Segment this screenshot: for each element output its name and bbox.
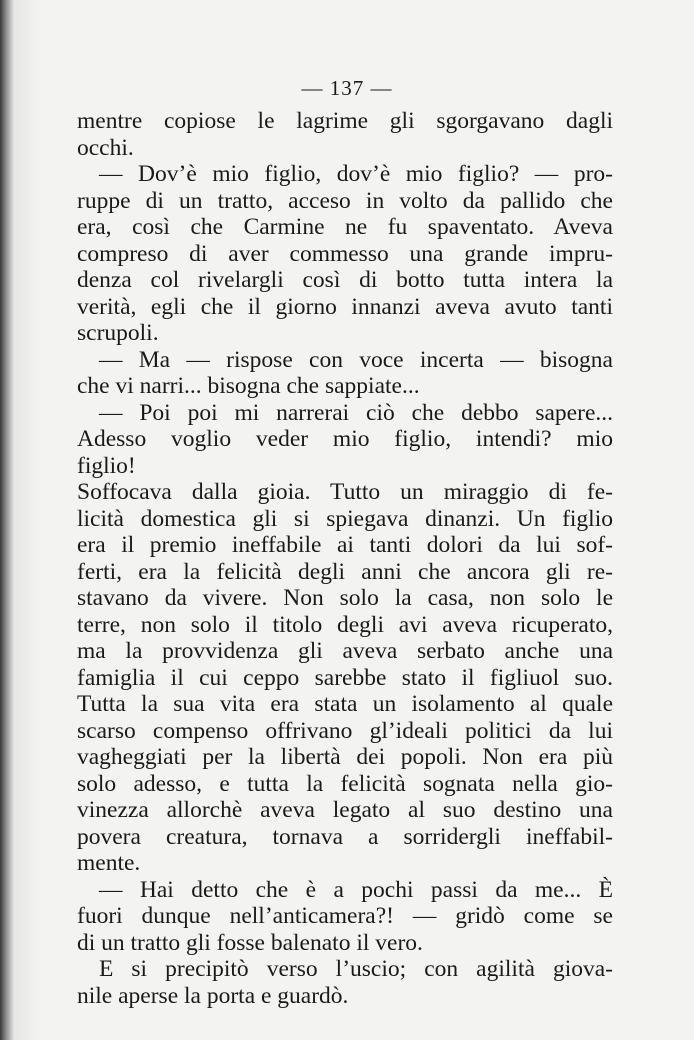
text-line: nile aperse la porta e guardò. [77, 982, 349, 1009]
text-line: solo adesso, e tutta la felicità sognata nella gio- [77, 770, 613, 797]
page-number: — 137 — [301, 76, 393, 100]
text-line: fuori dunque nell’anticamera?! — gridò come se [77, 903, 613, 929]
text-line: licità domestica gli si spiegava dinanzi. Un figlio [77, 505, 613, 532]
text-line: compreso di aver commesso una grande impru- [77, 240, 613, 267]
text-line: verità, egli che il giorno innanzi aveva avuto tanti [77, 293, 613, 320]
text-line: Soffocava dalla gioia. Tutto un miraggio di fe- [77, 479, 613, 505]
text-line: denza col rivelargli così di botto tutta intera la [77, 267, 613, 293]
text-line: era, così che Carmine ne fu spaventato. Aveva [77, 214, 613, 240]
text-line: Adesso voglio veder mio figlio, intendi? mio [77, 426, 613, 452]
text-line: scrupoli. [77, 320, 159, 346]
text-line: — Dov’è mio figlio, dov’è mio figlio? — pro- [99, 161, 613, 187]
text-line: era il premio ineffabile ai tanti dolori da lui sof- [77, 532, 613, 558]
text-line: Tutta la sua vita era stata un isolamento al quale [77, 691, 613, 717]
text-line: vagheggiati per la libertà dei popoli. Non era più [77, 744, 613, 770]
text-line: figlio! [77, 452, 136, 479]
text-line: ferti, era la felicità degli anni che ancora gli re- [77, 558, 613, 585]
text-line: vinezza allorchè aveva legato al suo destino una [77, 797, 613, 823]
text-line: occhi. [77, 134, 134, 161]
text-line: mente. [77, 850, 141, 876]
body-text [77, 108, 613, 1009]
text-line: scarso compenso offrivano gl’ideali politici da lui [77, 717, 613, 744]
text-line: stavano da vivere. Non solo la casa, non solo le [77, 585, 613, 611]
text-line: ruppe di un tratto, acceso in volto da pallido che [77, 187, 613, 214]
text-line: E si precipitò verso l’uscio; con agilità giova- [99, 956, 613, 982]
text-line: — Hai detto che è a pochi passi da me... È [99, 876, 613, 903]
text-line: mentre copiose le lagrime gli sgorgavano dagli [77, 108, 613, 134]
text-line: che vi narri... bisogna che sappiate... [77, 373, 420, 399]
text-line: terre, non solo il titolo degli avi aveva ricuperato, [77, 611, 613, 638]
text-line: famiglia il cui ceppo sarebbe stato il figliuol suo. [77, 664, 613, 691]
text-line: di un tratto gli fosse balenato il vero. [77, 929, 423, 956]
text-line: — Poi poi mi narrerai ciò che debbo sapere... [99, 399, 613, 426]
text-line: — Ma — rispose con voce incerta — bisogna [99, 346, 613, 373]
text-line: povera creatura, tornava a sorridergli ineffabil- [77, 823, 613, 850]
text-line: ma la provvidenza gli aveva serbato anche una [77, 638, 613, 664]
